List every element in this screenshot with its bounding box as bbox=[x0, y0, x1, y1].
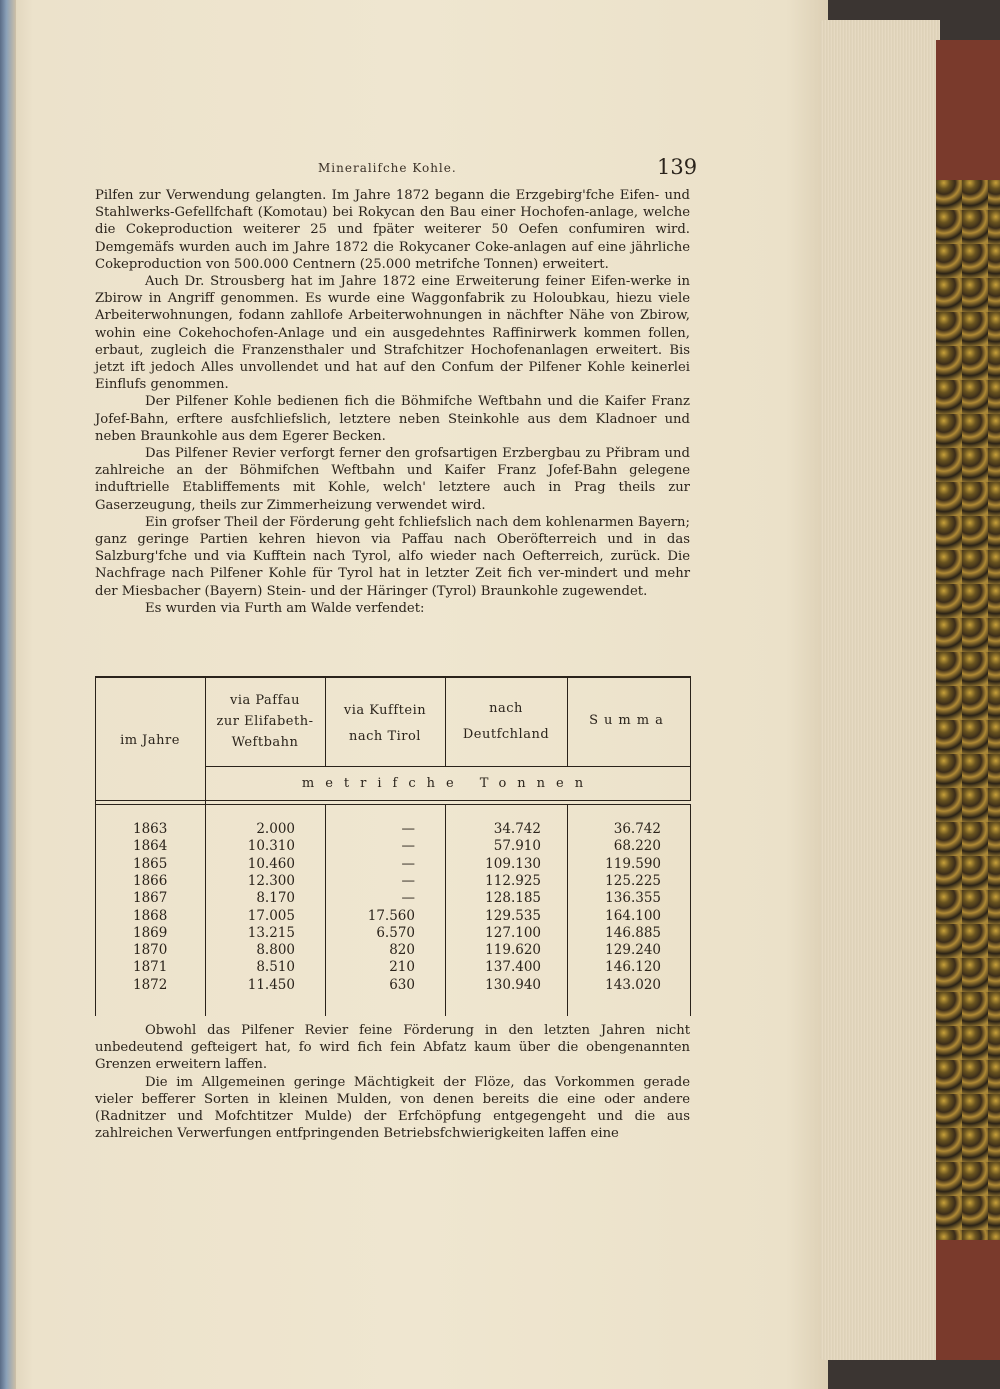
table-cell-passau: 8.510 bbox=[256, 959, 295, 976]
table-cell-passau: 8.800 bbox=[256, 942, 295, 959]
unit-label: metrifche Tonnen bbox=[301, 776, 595, 791]
table-cell-passau: 12.300 bbox=[247, 872, 295, 889]
table-cell-kufstein: — bbox=[401, 855, 415, 872]
table-cell-year: 1868 bbox=[133, 907, 168, 924]
table-cell-year: 1867 bbox=[133, 890, 168, 907]
table-unit-rule bbox=[95, 800, 691, 801]
table-unit-rule-double bbox=[95, 804, 691, 805]
col-header-kufstein bbox=[325, 698, 445, 750]
table-cell-sum: 129.240 bbox=[605, 942, 661, 959]
table-cell-year: 1870 bbox=[133, 942, 168, 959]
paragraph: Obwohl das Pilfener Revier feine Förderung in den letzten Jahren nicht unbedeutend gefteigert hat, fo wird fich fein Abfatz kaum über die obengenannten Grenzen erweitern laffen. bbox=[95, 1023, 690, 1073]
table-row bbox=[95, 908, 691, 925]
table-cell-passau: 13.215 bbox=[247, 924, 295, 941]
table-row bbox=[95, 838, 691, 855]
table-row bbox=[95, 890, 691, 907]
col-header-year: im Jahre bbox=[120, 733, 180, 748]
table-cell-sum: 125.225 bbox=[605, 872, 661, 889]
table-row bbox=[95, 925, 691, 942]
body-text-top bbox=[95, 187, 690, 617]
table-cell-year: 1872 bbox=[133, 976, 168, 993]
table-cell-passau: 2.000 bbox=[256, 821, 295, 837]
page-number: 139 bbox=[657, 155, 698, 179]
paragraph: Pilfen zur Verwendung gelangten. Im Jahre 1872 begann die Erzgebirg'fche Eifen- und Stahlwerks-Gefellfchaft (Komotau) bei Rokycan den Bau einer Hochofen-anlage, welche die Cokeproduction weiterer 25 und fpäter weiterer 50 Oefen confumiren wird. Demgemäfs wurden auch im Jahre 1872 die Rokycaner Coke-anlagen auf eine jährliche Cokeproduction von 500.000 Centnern (25.000 metrifche Tonnen) erweitert. bbox=[95, 188, 690, 272]
table-cell-sum: 143.020 bbox=[605, 976, 661, 993]
body-text-bottom bbox=[95, 1022, 690, 1142]
table-cell-germany: 109.130 bbox=[485, 855, 541, 872]
table-cell-sum: 68.220 bbox=[613, 838, 661, 855]
table-cell-kufstein: 17.560 bbox=[367, 907, 415, 924]
table-row bbox=[95, 856, 691, 873]
table-cell-passau: 17.005 bbox=[247, 907, 295, 924]
table-cell-year: 1866 bbox=[133, 872, 168, 889]
table-cell-sum: 164.100 bbox=[605, 907, 661, 924]
paragraph: Der Pilfener Kohle bedienen fich die Böhmifche Weftbahn und die Kaifer Franz Jofef-Bahn, erftere ausfchliefslich, letztere neben Steinkohle aus dem Kladnoer und neben Braunkohle aus dem Egerer Becken. bbox=[95, 394, 690, 444]
running-title: Mineralifche Kohle. bbox=[318, 161, 457, 175]
book-gutter bbox=[0, 0, 16, 1389]
col-header-passau-line: via Paffau bbox=[229, 693, 301, 708]
table-cell-germany: 129.535 bbox=[485, 907, 541, 924]
col-header-passau-line: Weftbahn bbox=[231, 735, 299, 750]
col-header-germany-line: nach bbox=[489, 701, 523, 716]
col-header-sum: Summa bbox=[589, 713, 669, 728]
table-cell-kufstein: — bbox=[401, 872, 415, 889]
table-cell-sum: 136.355 bbox=[605, 890, 661, 907]
table-row bbox=[95, 959, 691, 976]
table-cell-sum: 119.590 bbox=[605, 855, 661, 872]
col-header-germany bbox=[445, 696, 567, 748]
table-cell-kufstein: 6.570 bbox=[376, 924, 415, 941]
col-header-passau-line: zur Elifabeth- bbox=[216, 714, 314, 729]
table-cell-year: 1869 bbox=[133, 924, 168, 941]
table-cell-year: 1865 bbox=[133, 855, 168, 872]
table-cell-kufstein: 630 bbox=[389, 976, 415, 993]
paragraph: Ein grofser Theil der Förderung geht fchliefslich nach dem kohlenarmen Bayern; ganz geringe Partien kehren hievon via Paffau nach Oberöfterreich und in das Salzburg'fche und via Kufftein nach Tyrol, alfo wieder nach Oefterreich, zurück. Die Nachfrage nach Pilfener Kohle für Tyrol hat in letzter Zeit fich ver-mindert und mehr der Miesbacher (Bayern) Stein- und der Häringer (Tyrol) Braunkohle zugewendet. bbox=[95, 514, 690, 599]
table-cell-germany: 119.620 bbox=[485, 942, 541, 959]
table-cell-passau: 11.450 bbox=[247, 976, 295, 993]
col-header-kufstein-line: nach Tirol bbox=[349, 729, 421, 744]
table-cell-passau: 10.460 bbox=[247, 855, 295, 872]
table-cell-kufstein: 210 bbox=[389, 959, 415, 976]
table-cell-kufstein: — bbox=[401, 890, 415, 907]
table-header-rule bbox=[205, 766, 691, 767]
paragraph: Die im Allgemeinen geringe Mächtigkeit der Flöze, das Vorkommen gerade vieler befferer Sorten in kleinen Mulden, von denen bereits die eine oder andere (Radnitzer und Mofchtitzer Mulde) der Erfchöpfung entgegengeht und die aus zahlreichen Verwerfungen entfpringenden Betriebsfchwierigkeiten laffen eine bbox=[95, 1074, 690, 1142]
table-cell-sum: 36.742 bbox=[613, 821, 661, 837]
table-top-rule bbox=[95, 676, 691, 678]
table-cell-germany: 112.925 bbox=[485, 872, 541, 889]
paragraph: Es wurden via Furth am Walde verfendet: bbox=[145, 600, 425, 616]
paragraph: Auch Dr. Strousberg hat im Jahre 1872 eine Erweiterung feiner Eifen-werke in Zbirow in Angriff genommen. Es wurde eine Waggonfabrik zu Holoubkau, hiezu viele Arbeiterwohnungen, fodann zahllofe Arbeiterwohnungen in nächfter Nähe von Zbirow, wohin eine Cokehochofen-Anlage und ein ausgedehntes Raffinirwerk kommen follen, erbaut, zugleich die Franzensthaler und Strafchitzer Hochofenanlagen erweitert. Bis jetzt ift jedoch Alles unvollendet und hat auf den Confum der Pilfener Kohle keinerlei Einflufs genommen. bbox=[95, 274, 690, 393]
table-cell-kufstein: — bbox=[401, 838, 415, 855]
table-row bbox=[95, 977, 691, 994]
table-cell-kufstein: 820 bbox=[389, 942, 415, 959]
table-cell-passau: 8.170 bbox=[256, 890, 295, 907]
table-cell-year: 1871 bbox=[133, 959, 168, 976]
table-row bbox=[95, 821, 691, 838]
table-cell-germany: 130.940 bbox=[485, 976, 541, 993]
table-cell-germany: 127.100 bbox=[485, 924, 541, 941]
table-cell-sum: 146.120 bbox=[605, 959, 661, 976]
table-cell-germany: 128.185 bbox=[485, 890, 541, 907]
table-cell-passau: 10.310 bbox=[247, 838, 295, 855]
table-cell-germany: 137.400 bbox=[485, 959, 541, 976]
table-cell-germany: 57.910 bbox=[493, 838, 541, 855]
table-cell-year: 1864 bbox=[133, 838, 168, 855]
table-cell-year: 1863 bbox=[133, 821, 168, 837]
table-cell-sum: 146.885 bbox=[605, 924, 661, 941]
col-header-passau bbox=[205, 690, 325, 753]
table-cell-kufstein: — bbox=[401, 821, 415, 837]
paragraph: Das Pilfener Revier verforgt ferner den grofsartigen Erzbergbau zu Přibram und zahlreiche an der Böhmifchen Weftbahn und Kaifer Franz Jofef-Bahn gelegene induftrielle Etabliffements mit Kohle, welch' letztere auch in Prag theils zur Gaserzeugung, theils zur Zimmerheizung verwendet wird. bbox=[95, 446, 690, 513]
table-row bbox=[95, 873, 691, 890]
running-header bbox=[0, 155, 828, 185]
table-row bbox=[95, 942, 691, 959]
table-cell-germany: 34.742 bbox=[493, 821, 541, 837]
cover-spine-bottom bbox=[936, 1240, 1000, 1360]
shipment-table bbox=[95, 676, 691, 1016]
page-edges bbox=[820, 20, 940, 1360]
marbled-cover bbox=[936, 40, 1000, 1360]
cover-spine-top bbox=[936, 40, 1000, 180]
col-header-germany-line: Deutfchland bbox=[462, 727, 550, 742]
col-header-kufstein-line: via Kufftein bbox=[343, 703, 427, 718]
